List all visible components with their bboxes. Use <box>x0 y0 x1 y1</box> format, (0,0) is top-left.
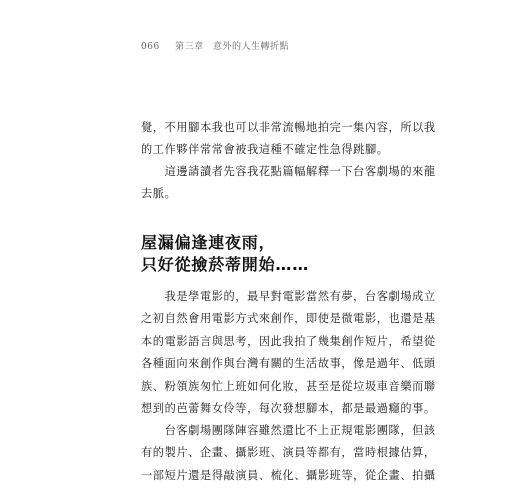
intro-paragraph-2 <box>141 161 436 206</box>
running-header <box>141 39 289 52</box>
text-line: 想到的芭蕾舞女伶等，每次發想腳本，都是最過癮的事。 <box>141 402 436 416</box>
heading-line: 只好從撿菸蒂開始…… <box>141 255 310 274</box>
text-line: 本的電影語言與思考，因此我拍了幾集創作短片，希望從 <box>141 334 436 348</box>
text-line: 之初自然會用電影方式來創作，即使是微電影，也還是基 <box>141 312 436 326</box>
text-line: 台客劇場團隊陣容雖然還比不上正規電影團隊，但該 <box>141 424 436 437</box>
body-paragraph-2 <box>141 420 436 487</box>
page-number: 066 <box>141 42 160 52</box>
text-line: 的工作夥伴常常會被我這種不確定性急得跳腳。 <box>141 143 389 157</box>
text-line: 一部短片還是得敲演員、梳化、攝影班等，從企畫、拍攝 <box>141 468 436 482</box>
text-line: 族、粉領族匆忙上班如何化妝，甚至是從垃圾車音樂而聯 <box>141 379 436 393</box>
text-line: 有的製片、企畫、攝影班、演員等都有，當時根據估算， <box>141 446 436 460</box>
chapter-title: 意外的人生轉折點 <box>212 42 289 52</box>
section-heading <box>141 232 401 276</box>
heading-line: 屋漏偏逢連夜雨， <box>141 233 276 252</box>
text-line: 我是學電影的，最早對電影當然有夢，台客劇場成立 <box>141 290 436 303</box>
intro-paragraph-1 <box>141 117 436 162</box>
chapter-label: 第三章 <box>175 42 204 52</box>
text-line: 各種面向來創作與台灣有關的生活故事，像是過年、低頭 <box>141 357 436 371</box>
text-line: 覺，不用腳本我也可以非常流暢地拍完一集內容，所以我 <box>141 121 436 134</box>
text-line: 這邊請讀者先容我花點篇幅解釋一下台客劇場的來龍 <box>141 165 436 178</box>
text-line: 去脈。 <box>141 187 177 201</box>
body-paragraph-1 <box>141 286 436 420</box>
